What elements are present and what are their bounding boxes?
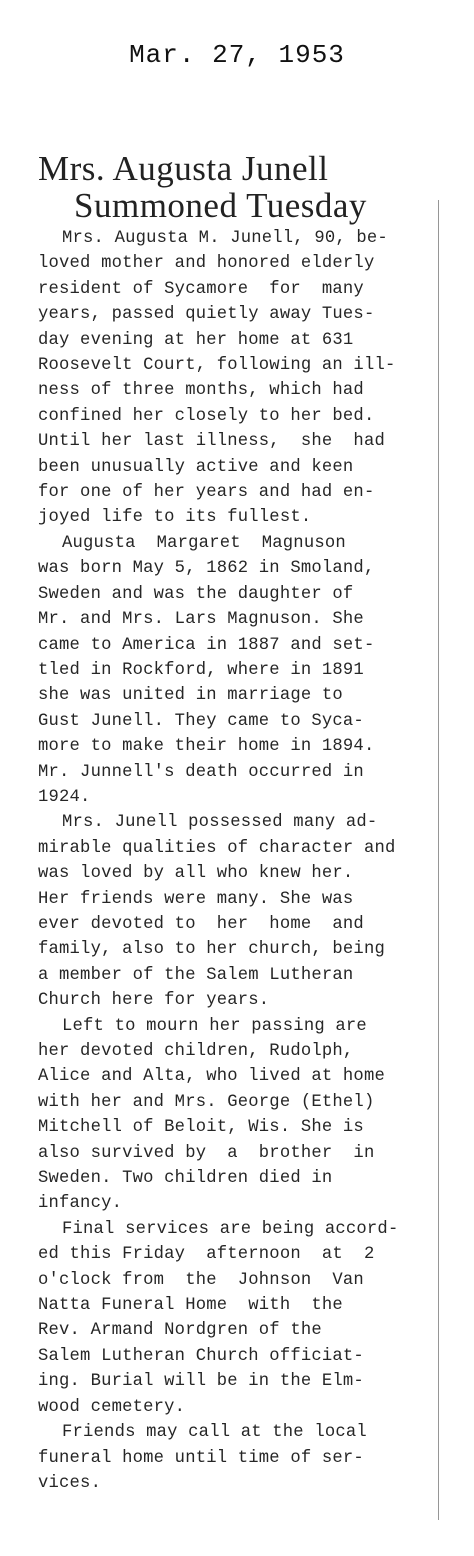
article-line: ed this Friday afternoon at 2 [38,1245,375,1265]
article-line: Final services are being accord- [62,1219,399,1239]
article-line: family, also to her church, being [38,940,385,960]
article-line: a member of the Salem Lutheran [38,965,354,985]
article-line: tled in Rockford, where in 1891 [38,660,364,680]
article-line: infancy. [38,1194,123,1214]
article-line: joyed life to its fullest. [38,508,312,528]
article-line: been unusually active and keen [38,457,354,477]
article-line: also survived by a brother in [38,1143,375,1163]
article-line: resident of Sycamore for many [38,279,364,299]
article-line: Rev. Armand Nordgren of the [38,1321,322,1341]
article-line: Friends may call at the local [62,1423,367,1443]
article-paragraph [38,1014,440,1217]
article-line: vices. [38,1473,102,1493]
obituary-clipping [38,150,440,1540]
article-line: confined her closely to her bed. [38,406,375,426]
article-line: Mrs. Augusta M. Junell, 90, be- [62,229,388,248]
article-line: Until her last illness, she had [38,432,385,452]
article-line: Mr. Junnell's death occurred in [38,762,364,782]
article-line: ing. Burial will be in the Elm- [38,1372,364,1392]
article-line: 1924. [38,787,91,807]
article-line: Mitchell of Beloit, Wis. She is [38,1118,364,1138]
article-paragraph [38,226,440,531]
article-line: was born May 5, 1862 in Smoland, [38,559,375,579]
article-line: ness of three months, which had [38,381,364,401]
clipping-date: Mar. 27, 1953 [129,40,345,70]
article-line: she was united in marriage to [38,686,343,706]
article-line: was loved by all who knew her. [38,864,354,884]
headline-line-2: Summoned Tuesday [74,186,367,225]
article-line: day evening at her home at 631 [38,330,354,350]
article-line: with her and Mrs. George (Ethel) [38,1092,375,1112]
headline-line-1: Mrs. Augusta Junell [38,149,329,188]
article-line: Her friends were many. She was [38,889,354,909]
article-line: Left to mourn her passing are [62,1016,367,1036]
article-line: Gust Junell. They came to Syca- [38,711,364,731]
article-paragraph [38,1217,440,1420]
article-line: years, passed quietly away Tues- [38,305,375,325]
article-paragraph [38,1420,440,1496]
article-line: wood cemetery. [38,1397,186,1417]
article-line: her devoted children, Rudolph, [38,1042,354,1061]
article-line: ever devoted to her home and [38,914,364,934]
article-line: Salem Lutheran Church officiat- [38,1346,364,1366]
article-line: came to America in 1887 and set- [38,635,375,655]
article-line: Alice and Alta, who lived at home [38,1067,385,1087]
article-line: o'clock from the Johnson Van [38,1270,364,1290]
article-line: Natta Funeral Home with the [38,1296,343,1316]
article-line: Augusta Margaret Magnuson [62,533,346,553]
article-line: Sweden and was the daughter of [38,584,354,604]
article-line: more to make their home in 1894. [38,737,375,757]
article-line: funeral home until time of ser- [38,1448,364,1468]
article-line: Roosevelt Court, following an ill- [38,356,396,376]
article-line: Mr. and Mrs. Lars Magnuson. She [38,610,364,630]
article-line: Mrs. Junell possessed many ad- [62,813,378,833]
article-body [38,226,440,1496]
article-line: Sweden. Two children died in [38,1169,333,1189]
article-line: for one of her years and had en- [38,483,375,503]
article-line: mirable qualities of character and [38,838,396,858]
headline [38,150,440,224]
article-paragraph [38,531,440,810]
article-paragraph [38,810,440,1013]
article-line: loved mother and honored elderly [38,254,375,274]
article-line: Church here for years. [38,991,270,1011]
